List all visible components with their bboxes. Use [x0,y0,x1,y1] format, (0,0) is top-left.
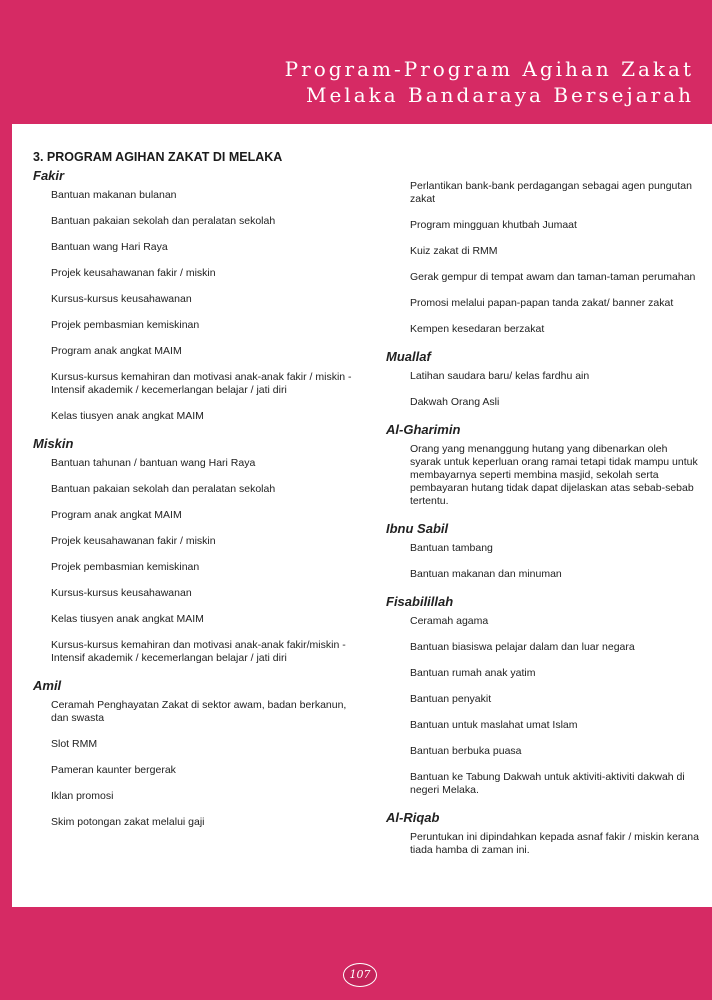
list-item: Bantuan tambang [410,542,493,554]
list-item: Bantuan tahunan / bantuan wang Hari Raya [51,457,256,469]
list-item: Ceramah agama [410,615,489,627]
list-item: Projek keusahawanan fakir / miskin [51,267,216,279]
list-item: Bantuan pakaian sekolah dan peralatan sekolah [51,483,276,495]
page-header-title [285,56,694,108]
list-item: Gerak gempur di tempat awam dan taman-taman perumahan [410,271,696,283]
list-item: Bantuan penyakit [410,693,492,705]
list-item: Program mingguan khutbah Jumaat [410,219,577,231]
list-item: Perlantikan bank-bank perdagangan sebagai agen pungutan zakat [410,180,692,205]
list-item: Kursus-kursus kemahiran dan motivasi anak-anak fakir / miskin - Intensif akademik / kecemerlangan belajar / jati diri [51,371,352,396]
list-item: Pameran kaunter bergerak [51,764,176,776]
section-heading: 3. PROGRAM AGIHAN ZAKAT DI MELAKA [33,150,283,164]
list-item: Projek pembasmian kemiskinan [51,319,200,331]
list-item: Program anak angkat MAIM [51,509,182,521]
list-item: Bantuan pakaian sekolah dan peralatan sekolah [51,215,276,227]
list-item: Projek pembasmian kemiskinan [51,561,200,573]
list-item: Iklan promosi [51,790,114,802]
list-item: Dakwah Orang Asli [410,396,500,408]
list-item: Kursus-kursus keusahawanan [51,587,192,599]
list-item: Bantuan untuk maslahat umat Islam [410,719,578,731]
list-item: Program anak angkat MAIM [51,345,182,357]
list-item: Bantuan wang Hari Raya [51,241,168,253]
page-number: 107 [343,963,377,987]
list-item: Bantuan ke Tabung Dakwah untuk aktiviti-aktiviti dakwah di negeri Melaka. [410,771,685,796]
list-item: Kursus-kursus kemahiran dan motivasi anak-anak fakir/miskin - Intensif akademik / kecemerlangan belajar / jati diri [51,639,346,664]
category-al-riqab: Al-Riqab [386,810,440,825]
category-fakir: Fakir [33,168,65,183]
right-column [386,180,701,870]
header-line-2: Melaka Bandaraya Bersejarah [305,83,694,107]
list-item: Bantuan rumah anak yatim [410,667,536,679]
list-item: Slot RMM [51,738,98,750]
list-item: Bantuan makanan bulanan [51,189,177,201]
list-item: Kempen kesedaran berzakat [410,323,545,335]
category-fisabilillah: Fisabilillah [386,594,454,609]
list-item: Projek keusahawanan fakir / miskin [51,535,216,547]
list-item: Kuiz zakat di RMM [410,245,498,257]
header-line-1: Program-Program Agihan Zakat [284,57,694,81]
category-al-gharimin: Al-Gharimin [386,422,461,437]
list-item: Ceramah Penghayatan Zakat di sektor awam, badan berkanun, dan swasta [51,699,347,724]
category-miskin: Miskin [33,436,74,451]
list-item: Kelas tiusyen anak angkat MAIM [51,410,204,422]
list-item: Orang yang menanggung hutang yang dibenarkan oleh syarak untuk keperluan orang ramai tetapi tidak mampu untuk membayarnya seperti membina masjid, sekolah serta pembayaran hutang tidak dapat dijelaskan atas sebab-sebab tertentu. [410,443,698,507]
list-item: Promosi melalui papan-papan tanda zakat/ banner zakat [410,297,674,309]
list-item: Bantuan berbuka puasa [410,745,522,757]
category-amil: Amil [33,678,62,693]
category-muallaf: Muallaf [386,349,431,364]
list-item: Kursus-kursus keusahawanan [51,293,192,305]
list-item: Bantuan biasiswa pelajar dalam dan luar negara [410,641,635,653]
list-item: Latihan saudara baru/ kelas fardhu ain [410,370,590,382]
list-item: Bantuan makanan dan minuman [410,568,562,580]
list-item: Peruntukan ini dipindahkan kepada asnaf fakir / miskin kerana tiada hamba di zaman ini. [410,831,699,856]
list-item: Kelas tiusyen anak angkat MAIM [51,613,204,625]
category-ibnu-sabil: Ibnu Sabil [386,521,449,536]
list-item: Skim potongan zakat melalui gaji [51,816,205,828]
left-column [33,150,363,842]
